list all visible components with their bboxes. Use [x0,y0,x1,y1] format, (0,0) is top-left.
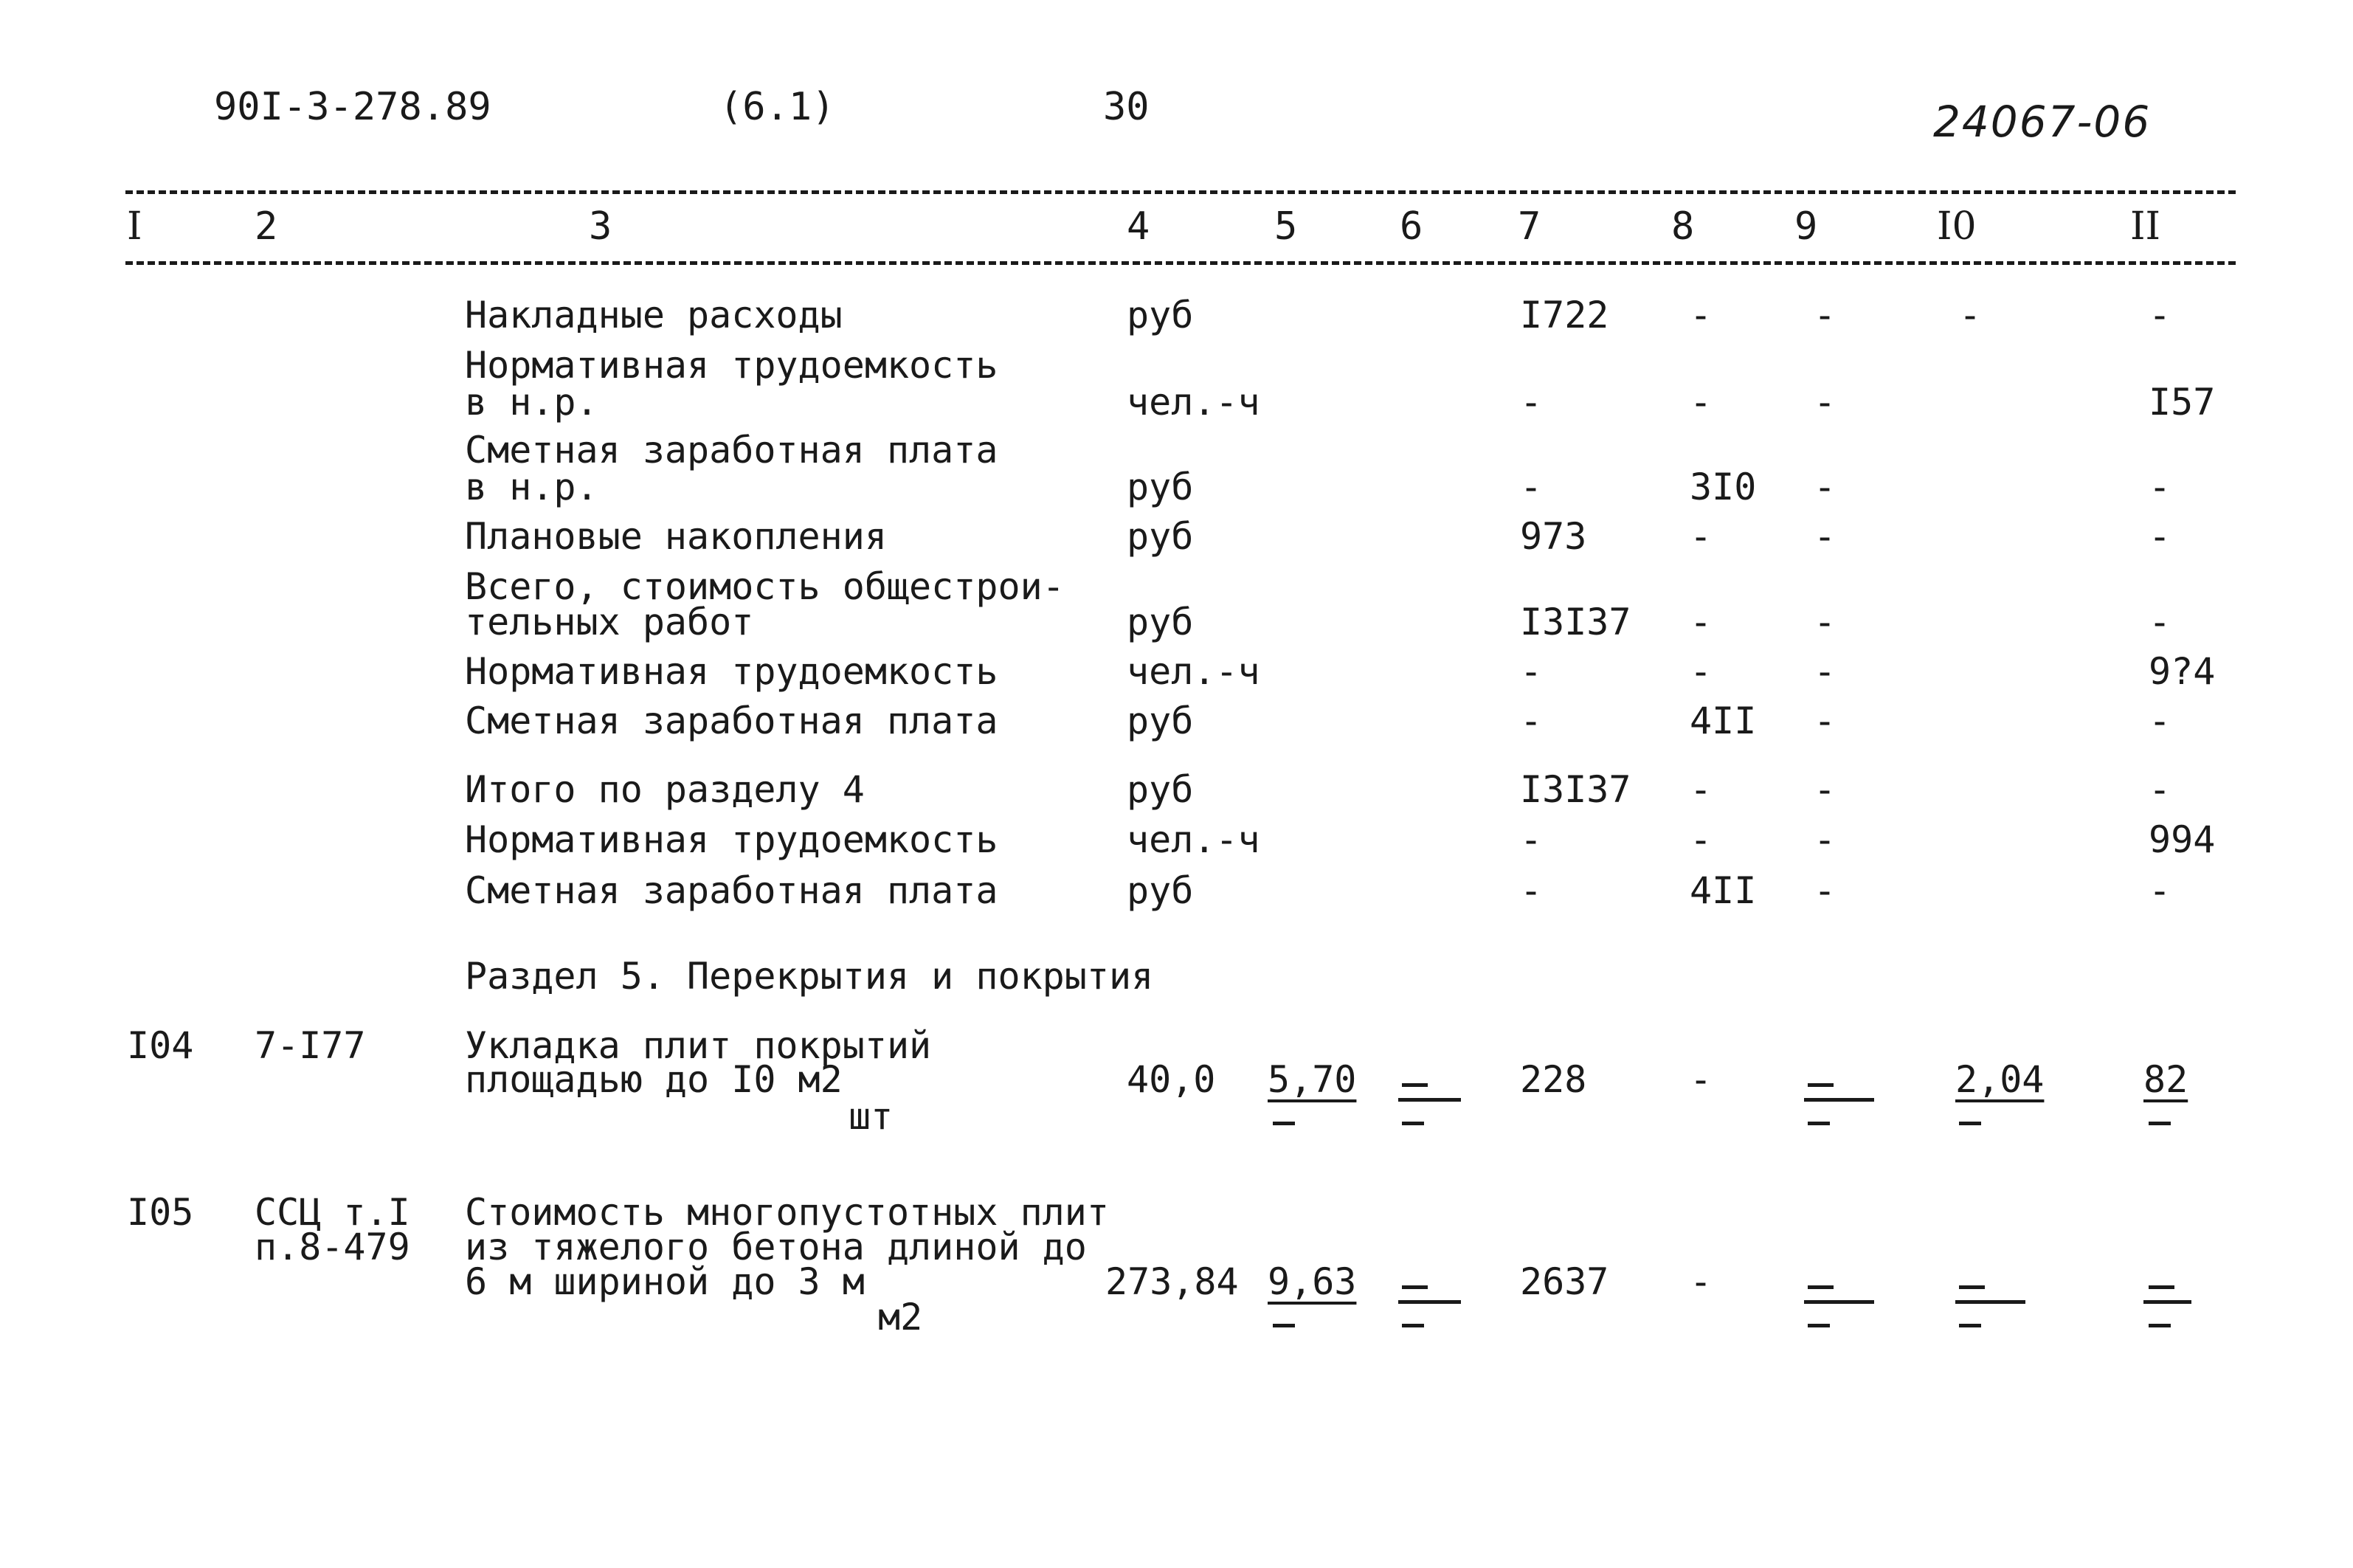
dash-mark [1808,1324,1830,1327]
row-col11: - [2149,768,2171,811]
item-col11: 82 [2143,1058,2188,1101]
row-name: Плановые накопления [465,515,887,558]
row-name: Нормативная трудоемкость [465,344,998,387]
item-unit-price: 5,70 [1268,1058,1357,1101]
item-description-continued: площадью до I0 м2 [465,1058,843,1101]
dash-mark [2149,1122,2171,1125]
row-col9: - [1814,466,1837,508]
item-total: 228 [1520,1058,1587,1101]
row-col8: 3I0 [1690,466,1757,508]
row-name: Всего, стоимость общестрои- [465,565,1065,608]
header-bottom-rule [125,261,2236,265]
dash-mark [1808,1083,1834,1087]
item-unit: шт [849,1095,894,1138]
item-quantity: 273,84 [1105,1260,1239,1303]
page-number: 30 [1103,85,1150,129]
dash-mark [1402,1285,1428,1289]
column-header: 3 [589,204,612,249]
row-unit: руб [1127,601,1194,643]
row-col8: - [1690,650,1713,693]
row-col11: 9?4 [2149,650,2216,693]
column-header: 9 [1794,204,1818,249]
row-col7: - [1520,818,1543,861]
row-col7: I3I37 [1520,601,1631,643]
column-header: 7 [1518,204,1541,249]
dash-mark [1402,1122,1424,1125]
row-col7: - [1520,381,1543,424]
row-col8: - [1690,294,1713,336]
row-unit: руб [1127,768,1194,811]
item-total: 2637 [1520,1260,1609,1303]
row-col11: - [2149,466,2171,508]
row-col8: - [1690,768,1713,811]
row-col9: - [1814,294,1837,336]
handwritten-stamp: 24067-06 [1933,97,2152,147]
section-title: Раздел 5. Перекрытия и покрытия [465,955,1154,998]
row-col11: - [2149,869,2171,912]
item-col8: - [1690,1058,1713,1101]
row-name-continued: в н.р. [465,466,598,508]
row-name: Нормативная трудоемкость [465,650,998,693]
item-quantity: 40,0 [1127,1058,1216,1101]
row-col10: - [1959,294,1982,336]
row-col11: - [2149,601,2171,643]
row-col7: - [1520,466,1543,508]
row-col11: I57 [2149,381,2216,424]
column-header: 6 [1400,204,1423,249]
column-header: I [127,204,142,249]
row-col11: - [2149,294,2171,336]
fraction-rule [2143,1300,2191,1304]
row-unit: руб [1127,700,1194,742]
row-col9: - [1814,818,1837,861]
row-col8: 4II [1690,869,1757,912]
row-name-continued: тельных работ [465,601,754,643]
row-unit: руб [1127,294,1194,336]
dash-mark [1402,1324,1424,1327]
row-unit: чел.-ч [1127,818,1260,861]
row-col8: 4II [1690,700,1757,742]
row-col8: - [1690,818,1713,861]
item-code: 7-I77 [255,1024,366,1067]
row-name-continued: в н.р. [465,381,598,424]
row-name: Сметная заработная плата [465,429,998,472]
item-col10: 2,04 [1955,1058,2045,1101]
fraction-rule [1398,1098,1461,1102]
dash-mark [1273,1122,1295,1125]
dash-mark [1808,1122,1830,1125]
row-unit: чел.-ч [1127,650,1260,693]
header-top-rule [125,190,2236,194]
item-number: I05 [127,1191,194,1234]
row-col11: 994 [2149,818,2216,861]
row-col7: 973 [1520,515,1587,558]
row-col8: - [1690,381,1713,424]
dash-mark [1402,1083,1428,1087]
row-name: Нормативная трудоемкость [465,818,998,861]
fraction-rule [1955,1300,2025,1304]
row-col9: - [1814,601,1837,643]
document-code: 90I-3-278.89 [214,85,491,129]
item-col8: - [1690,1260,1713,1303]
row-name: Сметная заработная плата [465,700,998,742]
item-description-continued: 6 м шириной до 3 м [465,1260,865,1303]
row-name: Итого по разделу 4 [465,768,865,811]
row-col9: - [1814,515,1837,558]
dash-mark [2149,1324,2171,1327]
item-unit: м2 [878,1296,923,1339]
item-number: I04 [127,1024,194,1067]
fraction-rule [1804,1300,1874,1304]
part-number: (6.1) [719,85,835,129]
row-col7: - [1520,700,1543,742]
row-col9: - [1814,768,1837,811]
row-col9: - [1814,381,1837,424]
dash-mark [1959,1122,1981,1125]
row-col11: - [2149,700,2171,742]
dash-mark [1808,1285,1834,1289]
row-col7: - [1520,869,1543,912]
fraction-rule [1804,1098,1874,1102]
item-description: Укладка плит покрытий [465,1024,932,1067]
dash-mark [1959,1324,1981,1327]
row-unit: руб [1127,466,1194,508]
row-col11: - [2149,515,2171,558]
column-header: 5 [1274,204,1298,249]
row-unit: руб [1127,515,1194,558]
row-col8: - [1690,515,1713,558]
row-col7: - [1520,650,1543,693]
row-col8: - [1690,601,1713,643]
row-unit: чел.-ч [1127,381,1260,424]
row-col7: I3I37 [1520,768,1631,811]
column-header: I0 [1937,204,1977,249]
item-code-continued: п.8-479 [255,1226,410,1268]
dash-mark [1273,1324,1295,1327]
item-unit-price: 9,63 [1268,1260,1357,1303]
item-description-continued: из тяжелого бетона длиной до [465,1226,1087,1268]
column-header: 4 [1127,204,1150,249]
row-col9: - [1814,700,1837,742]
column-header: 2 [255,204,278,249]
row-col9: - [1814,869,1837,912]
item-code: ССЦ т.I [255,1191,410,1234]
row-col7: I722 [1520,294,1609,336]
dash-mark [2149,1285,2174,1289]
column-header: II [2130,204,2161,249]
column-header: 8 [1671,204,1695,249]
row-name: Накладные расходы [465,294,843,336]
row-col9: - [1814,650,1837,693]
item-description: Стоимость многопустотных плит [465,1191,1109,1234]
dash-mark [1959,1285,1985,1289]
row-name: Сметная заработная плата [465,869,998,912]
fraction-rule [1398,1300,1461,1304]
row-unit: руб [1127,869,1194,912]
